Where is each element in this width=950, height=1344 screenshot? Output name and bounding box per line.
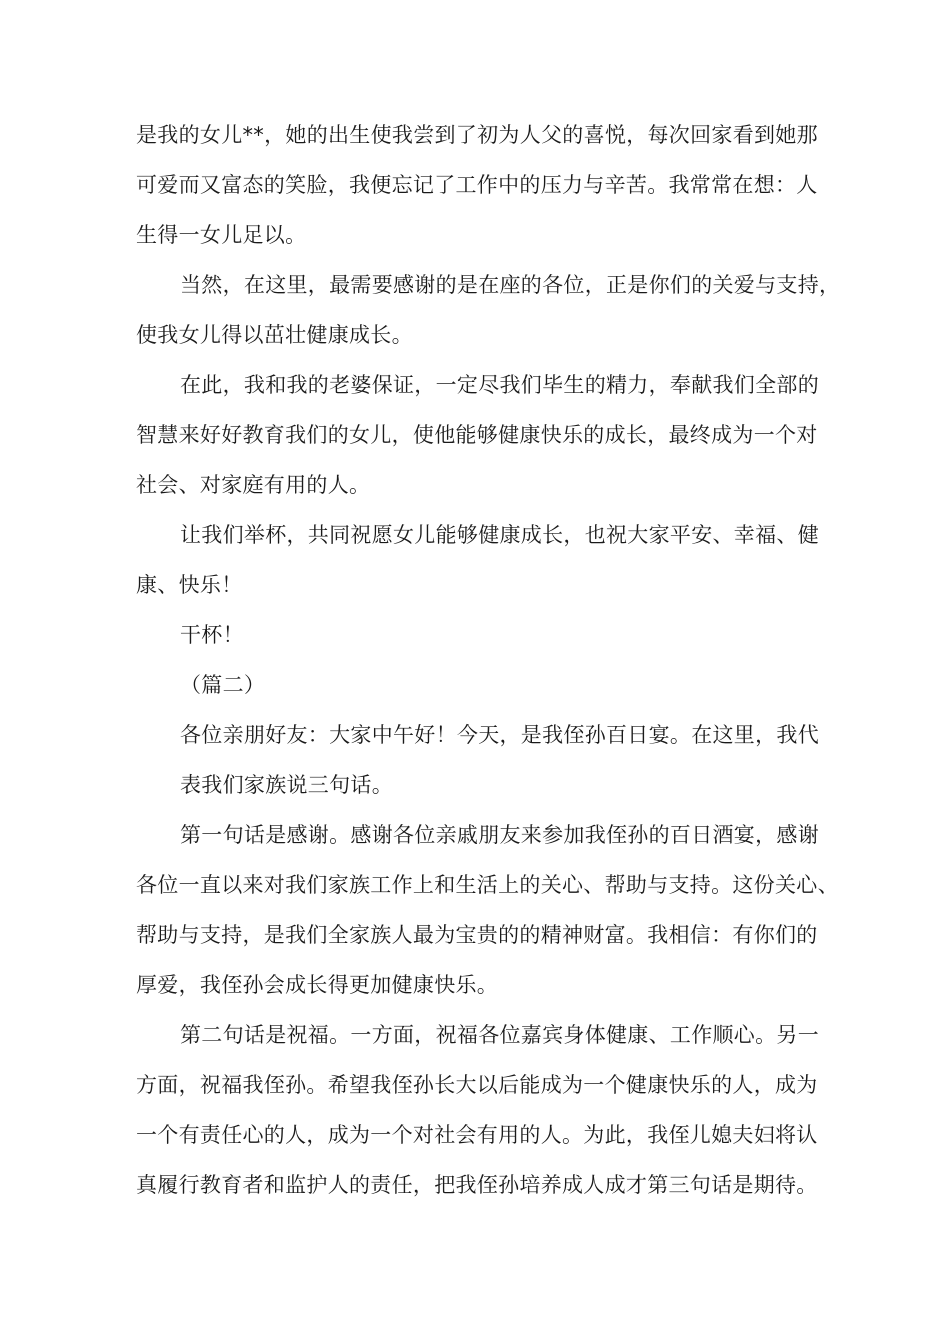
text-line: 是我的女儿**，她的出生使我尝到了初为人父的喜悦，每次回家看到她那 <box>136 123 818 147</box>
text-line: 各位亲朋好友：大家中午好！今天，是我侄孙百日宴。在这里，我代 <box>180 723 819 747</box>
text-line: 康、快乐！ <box>136 573 243 597</box>
text-line: 方面，祝福我侄孙。希望我侄孙长大以后能成为一个健康快乐的人，成为 <box>136 1073 818 1097</box>
text-line: 表我们家族说三句话。 <box>180 773 393 797</box>
text-line: 可爱而又富态的笑脸，我便忘记了工作中的压力与辛苦。我常常在想：人 <box>136 173 818 197</box>
text-line: 生得一女儿足以。 <box>136 223 307 247</box>
text-line: 一个有责任心的人，成为一个对社会有用的人。为此，我侄儿媳夫妇将认 <box>136 1123 818 1147</box>
text-line: 第一句话是感谢。感谢各位亲戚朋友来参加我侄孙的百日酒宴，感谢 <box>180 823 819 847</box>
text-line: 各位一直以来对我们家族工作上和生活上的关心、帮助与支持。这份关心、 <box>136 873 839 897</box>
text-line: 社会、对家庭有用的人。 <box>136 473 371 497</box>
text-line: 智慧来好好教育我们的女儿，使他能够健康快乐的成长，最终成为一个对 <box>136 423 818 447</box>
text-line: 第二句话是祝福。一方面，祝福各位嘉宾身体健康、工作顺心。另一 <box>180 1023 819 1047</box>
section-heading: （篇二） <box>180 673 266 697</box>
text-line: 真履行教育者和监护人的责任，把我侄孙培养成人成才第三句话是期待。 <box>136 1173 818 1197</box>
text-line: 帮助与支持，是我们全家族人最为宝贵的的精神财富。我相信：有你们的 <box>136 923 818 947</box>
text-line: 当然，在这里，最需要感谢的是在座的各位，正是你们的关爱与支持， <box>180 273 841 297</box>
text-line: 厚爱，我侄孙会成长得更加健康快乐。 <box>136 973 499 997</box>
text-line: 干杯！ <box>180 623 244 647</box>
text-line: 在此，我和我的老婆保证，一定尽我们毕生的精力，奉献我们全部的 <box>180 373 819 397</box>
text-line: 使我女儿得以茁壮健康成长。 <box>136 323 413 347</box>
text-line: 让我们举杯，共同祝愿女儿能够健康成长，也祝大家平安、幸福、健 <box>180 523 819 547</box>
